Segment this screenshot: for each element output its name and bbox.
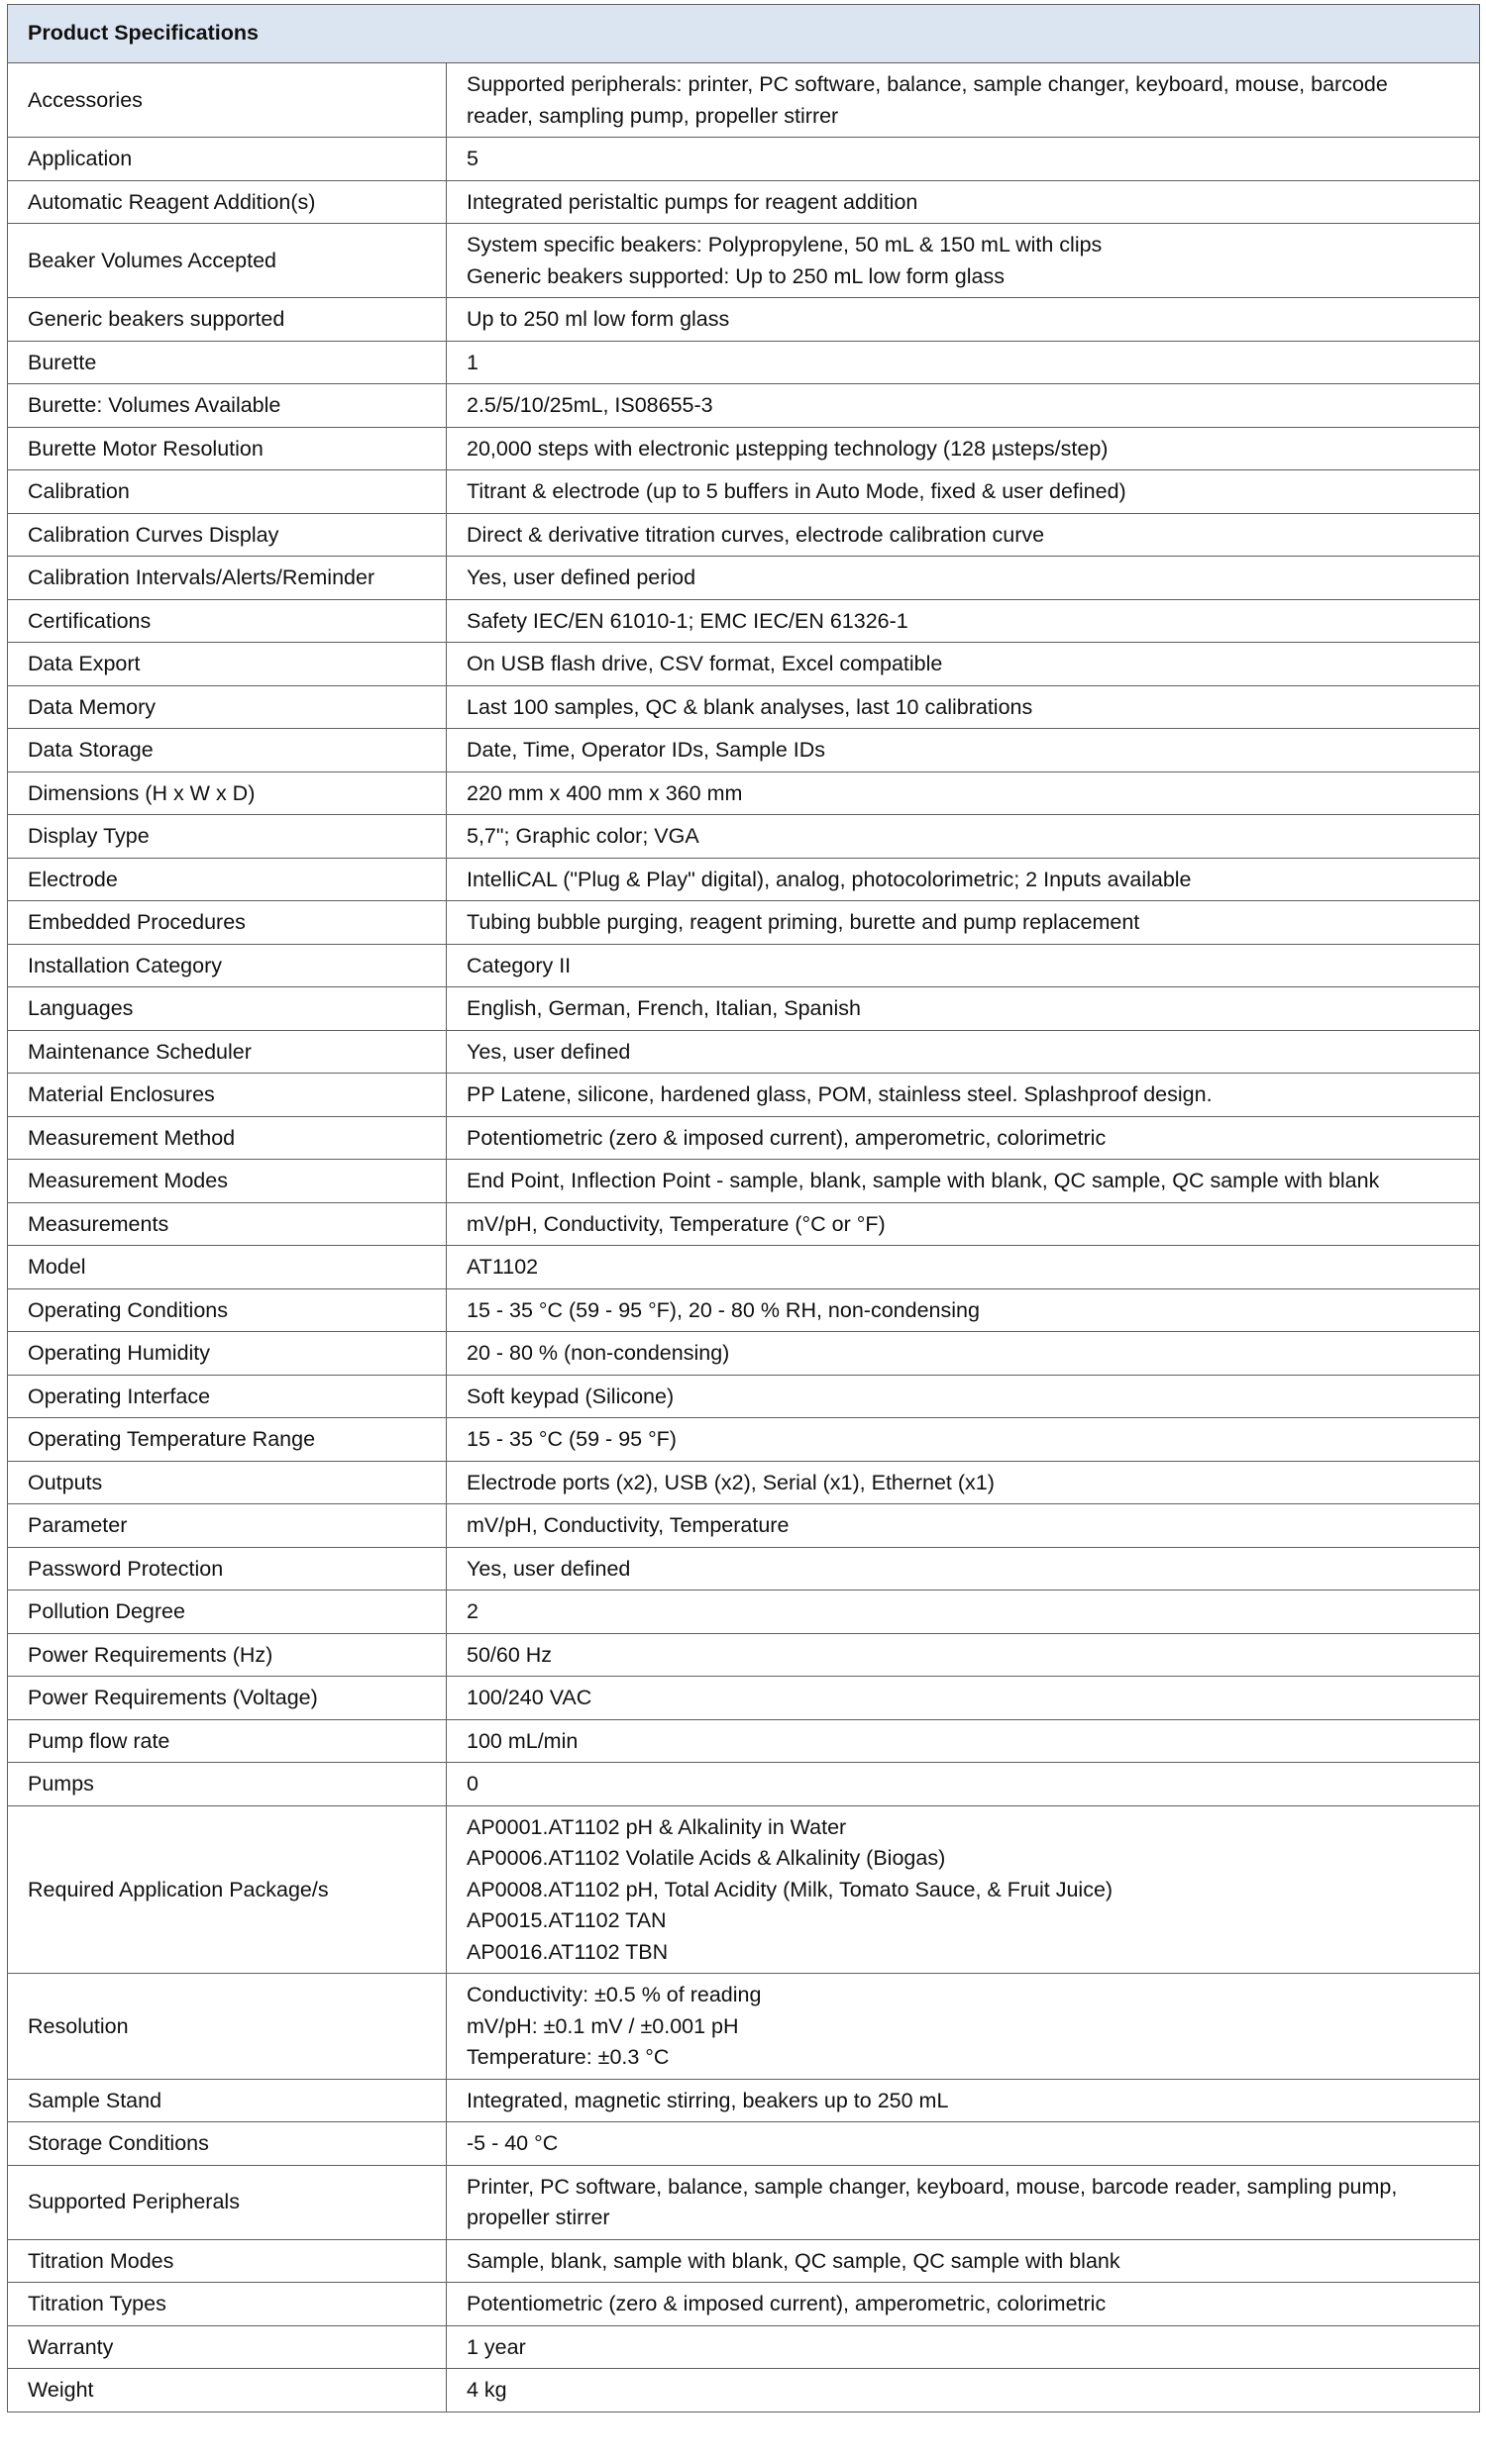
- table-row: [8, 815, 1480, 859]
- spec-label: Calibration Curves Display: [8, 513, 447, 557]
- spec-label: Operating Humidity: [8, 1332, 447, 1376]
- table-row: [8, 1074, 1480, 1117]
- spec-value: [447, 1332, 1480, 1376]
- spec-value-line: Tubing bubble purging, reagent priming, burette and pump replacement: [467, 910, 1140, 934]
- spec-label: Sample Stand: [8, 2079, 447, 2122]
- table-row: [8, 1805, 1480, 1974]
- table-row: [8, 2122, 1480, 2166]
- table-row: [8, 1461, 1480, 1504]
- spec-value: [447, 643, 1480, 686]
- spec-label: Generic beakers supported: [8, 298, 447, 342]
- spec-value: [447, 901, 1480, 945]
- spec-value: [447, 2283, 1480, 2326]
- spec-label: Pollution Degree: [8, 1591, 447, 1634]
- spec-value: [447, 1116, 1480, 1160]
- spec-value-line: Titrant & electrode (up to 5 buffers in Auto Mode, fixed & user defined): [467, 479, 1126, 503]
- table-row: [8, 858, 1480, 901]
- spec-value-line: 100/240 VAC: [467, 1686, 592, 1709]
- table-row: [8, 1160, 1480, 1203]
- spec-label: Supported Peripherals: [8, 2165, 447, 2239]
- spec-value-line: 20,000 steps with electronic µstepping technology (128 µsteps/step): [467, 436, 1109, 461]
- spec-label: Automatic Reagent Addition(s): [8, 180, 447, 224]
- table-row: [8, 1418, 1480, 1462]
- spec-value-line: Potentiometric (zero & imposed current), amperometric, colorimetric: [467, 1125, 1107, 1150]
- spec-label: Calibration Intervals/Alerts/Reminder: [8, 557, 447, 600]
- spec-value-line: 20 - 80 % (non-condensing): [467, 1341, 730, 1365]
- spec-label: Maintenance Scheduler: [8, 1030, 447, 1074]
- table-row: [8, 685, 1480, 729]
- spec-label: Model: [8, 1246, 447, 1289]
- spec-value-line: Category II: [467, 953, 572, 977]
- spec-value: [447, 685, 1480, 729]
- spec-label: Power Requirements (Hz): [8, 1633, 447, 1677]
- spec-label: Calibration: [8, 470, 447, 514]
- spec-value: [447, 1974, 1480, 2080]
- spec-value-line: 15 - 35 °C (59 - 95 °F), 20 - 80 % RH, non-condensing: [467, 1297, 980, 1322]
- spec-label: Operating Conditions: [8, 1288, 447, 1332]
- spec-value: [447, 858, 1480, 901]
- spec-value-line: System specific beakers: Polypropylene, 50 mL & 150 mL with clips: [467, 233, 1103, 257]
- spec-label: Installation Category: [8, 944, 447, 987]
- spec-value-line: Generic beakers supported: Up to 250 mL low form glass: [467, 263, 1005, 288]
- spec-label: Embedded Procedures: [8, 901, 447, 945]
- spec-value: [447, 341, 1480, 384]
- spec-label: Pumps: [8, 1763, 447, 1806]
- spec-value: [447, 180, 1480, 224]
- table-header-row: [8, 5, 1480, 63]
- spec-value-line: 5,7"; Graphic color; VGA: [467, 824, 699, 848]
- spec-value: [447, 2239, 1480, 2283]
- spec-label: Titration Modes: [8, 2239, 447, 2283]
- spec-value-line: 1 year: [467, 2334, 526, 2359]
- spec-label: Data Memory: [8, 685, 447, 729]
- spec-value: [447, 2079, 1480, 2122]
- table-row: [8, 944, 1480, 987]
- spec-label: Operating Interface: [8, 1375, 447, 1418]
- spec-label: Warranty: [8, 2325, 447, 2369]
- spec-label: Beaker Volumes Accepted: [8, 224, 447, 298]
- table-row: [8, 1375, 1480, 1418]
- spec-value-line: -5 - 40 °C: [467, 2131, 559, 2155]
- spec-label: Material Enclosures: [8, 1074, 447, 1117]
- table-row: [8, 1763, 1480, 1806]
- spec-value: [447, 384, 1480, 428]
- table-row: [8, 1547, 1480, 1591]
- spec-label: Parameter: [8, 1504, 447, 1548]
- table-row: [8, 1030, 1480, 1074]
- table-row: [8, 1974, 1480, 2080]
- spec-label: Power Requirements (Voltage): [8, 1677, 447, 1720]
- spec-value-line: Printer, PC software, balance, sample changer, keyboard, mouse, barcode reader, sampling pump, propeller stirrer: [467, 2174, 1398, 2229]
- table-row: [8, 180, 1480, 224]
- spec-value: [447, 987, 1480, 1031]
- spec-value: [447, 427, 1480, 470]
- spec-value: [447, 771, 1480, 815]
- spec-label: Burette: [8, 341, 447, 384]
- spec-value-line: 15 - 35 °C (59 - 95 °F): [467, 1427, 677, 1451]
- spec-value-line: 4 kg: [467, 2378, 507, 2402]
- table-title: Product Specifications: [8, 5, 1480, 63]
- spec-value-line: AT1102: [467, 1255, 539, 1279]
- spec-value: [447, 2325, 1480, 2369]
- spec-value: [447, 1591, 1480, 1634]
- spec-value-line: 220 mm x 400 mm x 360 mm: [467, 780, 743, 805]
- spec-value-line: 0: [467, 1772, 478, 1796]
- table-row: [8, 1719, 1480, 1763]
- table-row: [8, 729, 1480, 772]
- spec-value: [447, 599, 1480, 643]
- spec-value: [447, 1074, 1480, 1117]
- spec-value-line: mV/pH, Conductivity, Temperature (°C or °F): [467, 1211, 886, 1236]
- spec-label: Measurement Method: [8, 1116, 447, 1160]
- spec-value: [447, 1805, 1480, 1974]
- table-row: [8, 1633, 1480, 1677]
- spec-label: Weight: [8, 2369, 447, 2413]
- spec-value: [447, 944, 1480, 987]
- spec-label: Resolution: [8, 1974, 447, 2080]
- spec-label: Outputs: [8, 1461, 447, 1504]
- spec-value: [447, 1504, 1480, 1548]
- spec-value: [447, 63, 1480, 138]
- spec-label: Pump flow rate: [8, 1719, 447, 1763]
- spec-label: Electrode: [8, 858, 447, 901]
- product-specifications-table: [7, 4, 1480, 2413]
- spec-value-line: mV/pH, Conductivity, Temperature: [467, 1513, 790, 1537]
- spec-value-line: 1: [467, 350, 478, 374]
- spec-value: [447, 1375, 1480, 1418]
- spec-value: [447, 1633, 1480, 1677]
- spec-label: Password Protection: [8, 1547, 447, 1591]
- spec-value: [447, 815, 1480, 859]
- table-row: [8, 1246, 1480, 1289]
- spec-value: [447, 1202, 1480, 1246]
- spec-value-line: Sample, blank, sample with blank, QC sample, QC sample with blank: [467, 2248, 1120, 2273]
- spec-label: Accessories: [8, 63, 447, 138]
- spec-value-line: Yes, user defined: [467, 1039, 631, 1064]
- spec-value-line: Up to 250 ml low form glass: [467, 307, 730, 331]
- spec-value: [447, 513, 1480, 557]
- spec-value: [447, 224, 1480, 298]
- table-row: [8, 470, 1480, 514]
- spec-value-line: Supported peripherals: printer, PC software, balance, sample changer, keyboard, mouse, barcode reader, sampling pump, propeller stirrer: [467, 72, 1388, 128]
- spec-value-line: Integrated, magnetic stirring, beakers up to 250 mL: [467, 2088, 949, 2112]
- spec-value: [447, 470, 1480, 514]
- spec-label: Storage Conditions: [8, 2122, 447, 2166]
- spec-value-line: Safety IEC/EN 61010-1; EMC IEC/EN 61326-1: [467, 608, 908, 633]
- spec-value-line: Integrated peristaltic pumps for reagent addition: [467, 189, 918, 214]
- spec-label: Burette Motor Resolution: [8, 427, 447, 470]
- spec-value: [447, 557, 1480, 600]
- spec-value-line: End Point, Inflection Point - sample, blank, sample with blank, QC sample, QC sample with blank: [467, 1169, 1380, 1192]
- table-row: [8, 1504, 1480, 1548]
- spec-value: [447, 1160, 1480, 1203]
- spec-value: [447, 1677, 1480, 1720]
- spec-label: Display Type: [8, 815, 447, 859]
- spec-label: Languages: [8, 987, 447, 1031]
- spec-value-line: AP0016.AT1102 TBN: [467, 1939, 669, 1964]
- spec-value-line: English, German, French, Italian, Spanish: [467, 996, 861, 1020]
- spec-value-line: AP0015.AT1102 TAN: [467, 1908, 667, 1932]
- table-row: [8, 384, 1480, 428]
- spec-value-line: 100 mL/min: [467, 1728, 579, 1753]
- spec-label: Measurements: [8, 1202, 447, 1246]
- table-row: [8, 224, 1480, 298]
- spec-value-line: Date, Time, Operator IDs, Sample IDs: [467, 738, 826, 762]
- table-row: [8, 557, 1480, 600]
- spec-value-line: 2: [467, 1599, 478, 1623]
- spec-value-line: Direct & derivative titration curves, electrode calibration curve: [467, 522, 1045, 547]
- spec-value-line: Soft keypad (Silicone): [467, 1384, 675, 1408]
- table-row: [8, 2079, 1480, 2122]
- table-row: [8, 1116, 1480, 1160]
- spec-value: [447, 1418, 1480, 1462]
- spec-value-line: 2.5/5/10/25mL, IS08655-3: [467, 393, 713, 417]
- spec-value-line: Temperature: ±0.3 °C: [467, 2045, 670, 2069]
- spec-label: Operating Temperature Range: [8, 1418, 447, 1462]
- spec-value: [447, 1461, 1480, 1504]
- spec-value-line: 50/60 Hz: [467, 1642, 553, 1667]
- spec-value-line: AP0006.AT1102 Volatile Acids & Alkalinity (Biogas): [467, 1846, 946, 1870]
- table-row: [8, 2325, 1480, 2369]
- spec-value-line: Last 100 samples, QC & blank analyses, last 10 calibrations: [467, 694, 1033, 719]
- table-row: [8, 599, 1480, 643]
- table-row: [8, 298, 1480, 342]
- spec-value-line: AP0001.AT1102 pH & Alkalinity in Water: [467, 1814, 847, 1839]
- table-row: [8, 1591, 1480, 1634]
- spec-value: [447, 2369, 1480, 2413]
- table-row: [8, 1677, 1480, 1720]
- spec-value: [447, 1246, 1480, 1289]
- spec-value: [447, 1288, 1480, 1332]
- spec-value: [447, 1030, 1480, 1074]
- spec-label: Certifications: [8, 599, 447, 643]
- table-row: [8, 341, 1480, 384]
- table-row: [8, 2369, 1480, 2413]
- table-row: [8, 427, 1480, 470]
- table-row: [8, 2283, 1480, 2326]
- spec-value-line: 5: [467, 147, 478, 170]
- spec-value: [447, 138, 1480, 181]
- table-row: [8, 901, 1480, 945]
- spec-label: Data Storage: [8, 729, 447, 772]
- spec-value-line: AP0008.AT1102 pH, Total Acidity (Milk, Tomato Sauce, & Fruit Juice): [467, 1877, 1114, 1901]
- spec-label: Application: [8, 138, 447, 181]
- table-row: [8, 513, 1480, 557]
- spec-value: [447, 298, 1480, 342]
- spec-value-line: Yes, user defined period: [467, 565, 696, 589]
- spec-value: [447, 1763, 1480, 1806]
- spec-value: [447, 1719, 1480, 1763]
- table-body: [8, 63, 1480, 2413]
- table-row: [8, 1202, 1480, 1246]
- spec-value-line: Potentiometric (zero & imposed current), amperometric, colorimetric: [467, 2292, 1107, 2315]
- table-row: [8, 1332, 1480, 1376]
- spec-value-line: IntelliCAL ("Plug & Play" digital), analog, photocolorimetric; 2 Inputs available: [467, 867, 1192, 891]
- spec-label: Data Export: [8, 643, 447, 686]
- spec-label: Titration Types: [8, 2283, 447, 2326]
- spec-label: Burette: Volumes Available: [8, 384, 447, 428]
- spec-value-line: Yes, user defined: [467, 1556, 631, 1581]
- spec-value-line: PP Latene, silicone, hardened glass, POM, stainless steel. Splashproof design.: [467, 1082, 1213, 1106]
- table-row: [8, 987, 1480, 1031]
- table-row: [8, 2165, 1480, 2239]
- spec-label: Measurement Modes: [8, 1160, 447, 1203]
- spec-label: Required Application Package/s: [8, 1805, 447, 1974]
- table-row: [8, 1288, 1480, 1332]
- spec-value-line: mV/pH: ±0.1 mV / ±0.001 pH: [467, 2013, 739, 2038]
- table-row: [8, 643, 1480, 686]
- spec-value: [447, 1547, 1480, 1591]
- spec-value: [447, 2165, 1480, 2239]
- spec-label: Dimensions (H x W x D): [8, 771, 447, 815]
- spec-value: [447, 2122, 1480, 2166]
- table-row: [8, 63, 1480, 138]
- spec-value: [447, 729, 1480, 772]
- table-row: [8, 138, 1480, 181]
- table-row: [8, 771, 1480, 815]
- table-row: [8, 2239, 1480, 2283]
- spec-value-line: Electrode ports (x2), USB (x2), Serial (x1), Ethernet (x1): [467, 1470, 995, 1494]
- spec-value-line: Conductivity: ±0.5 % of reading: [467, 1983, 762, 2006]
- spec-value-line: On USB flash drive, CSV format, Excel compatible: [467, 652, 943, 675]
